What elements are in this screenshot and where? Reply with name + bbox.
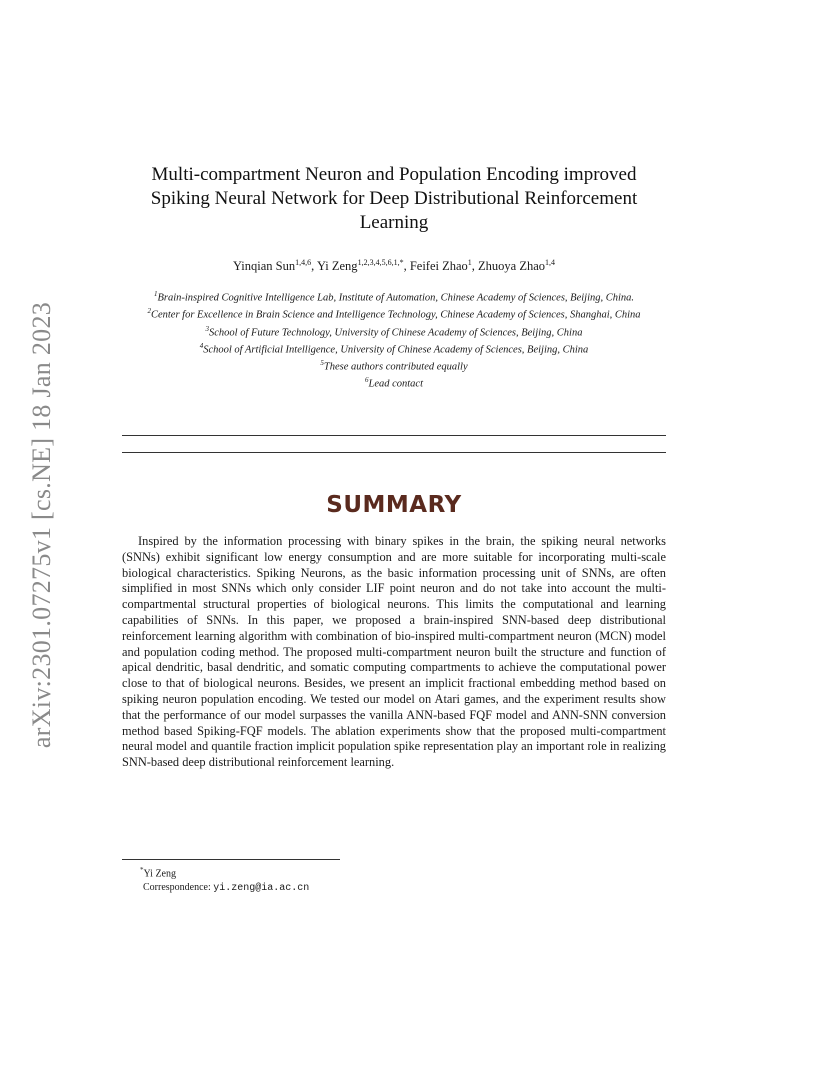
horizontal-rule-top bbox=[122, 435, 666, 436]
affiliation bbox=[120, 288, 668, 305]
affiliation bbox=[120, 374, 668, 391]
affiliation-text: School of Artificial Intelligence, University of Chinese Academy of Sciences, Beijing, China bbox=[203, 344, 589, 356]
footnote-correspondence-line bbox=[143, 881, 309, 896]
author-name: Yi Zeng bbox=[316, 259, 358, 274]
affiliation-list bbox=[120, 288, 668, 392]
author-name: Feifei Zhao bbox=[409, 259, 468, 274]
affiliation-marker: 6 bbox=[364, 376, 369, 385]
affiliation-text: These authors contributed equally bbox=[323, 361, 468, 373]
title-line: Learning bbox=[359, 212, 429, 233]
arxiv-identifier-text: arXiv:2301.07275v1 [cs.NE] 18 Jan 2023 bbox=[27, 301, 56, 749]
affiliation bbox=[120, 305, 668, 322]
footnote-marker: * bbox=[140, 866, 144, 874]
author-separator: , bbox=[403, 259, 410, 274]
arxiv-identifier-stamp bbox=[22, 290, 62, 760]
horizontal-rule-bottom bbox=[122, 452, 666, 453]
affiliation-marker: 4 bbox=[199, 341, 204, 350]
summary-heading: SUMMARY bbox=[326, 492, 462, 518]
author-name: Zhuoya Zhao bbox=[478, 259, 546, 274]
affiliation-marker: 5 bbox=[320, 359, 324, 368]
affiliation-text: Center for Excellence in Brain Science and Intelligence Technology, Chinese Academy of Sciences, Shanghai, China bbox=[150, 309, 641, 321]
title-line: Spiking Neural Network for Deep Distributional Reinforcement bbox=[150, 188, 638, 209]
footnote-author-name: Yi Zeng bbox=[143, 868, 176, 880]
author-separator: , bbox=[471, 259, 479, 274]
author bbox=[233, 259, 317, 273]
affiliation-marker: 2 bbox=[147, 307, 151, 316]
author bbox=[478, 259, 555, 273]
footnote-rule bbox=[122, 859, 340, 860]
affiliation bbox=[120, 323, 668, 340]
author-name: Yinqian Sun bbox=[232, 259, 296, 274]
author bbox=[317, 259, 410, 273]
footnote-author-line bbox=[140, 863, 309, 881]
summary-body bbox=[122, 534, 666, 771]
paper-title bbox=[120, 163, 668, 235]
affiliation-text: Lead contact bbox=[368, 378, 424, 390]
affiliation-marker: 1 bbox=[153, 290, 158, 298]
affiliation-text: Brain-inspired Cognitive Intelligence Lab, Institute of Automation, Chinese Academy of Sciences, Beijing, China. bbox=[157, 292, 635, 304]
author-affiliation-marks: 1,4 bbox=[545, 258, 556, 267]
affiliation-marker: 3 bbox=[205, 324, 210, 333]
author-affiliation-marks: 1 bbox=[467, 258, 472, 267]
author-affiliation-marks: 1,4,6 bbox=[295, 258, 312, 267]
author-list bbox=[120, 258, 668, 274]
affiliation bbox=[120, 357, 668, 374]
author bbox=[410, 259, 478, 273]
affiliation-text: School of Future Technology, University of Chinese Academy of Sciences, Beijing, China bbox=[209, 327, 583, 339]
footnote bbox=[140, 863, 309, 896]
summary-paragraph: Inspired by the information processing with binary spikes in the brain, the spiking neural networks (SNNs) exhibit significant low energy consumption and are more suitable for incorporating multi-scale biological characteristics. Spiking Neurons, as the basic information processing unit of SNNs, are often simplified in most SNNs which only consider LIF point neuron and do not take into account the multi-compartmental structural properties of biological neurons. This limits the computational and learning capabilities of SNNs. In this paper, we proposed a brain-inspired SNN-based deep distributional reinforcement learning algorithm with combination of bio-inspired multi-compartment neuron (MCN) model and population coding method. The proposed multi-compartment neuron built the structure and function of apical dendritic, basal dendritic, and somatic computing compartments to achieve the computational power close to that of biological neurons. Besides, we present an implicit fractional embedding method based on spiking neuron population encoding. We tested our model on Atari games, and the experiment results show that the performance of our model surpasses the vanilla ANN-based FQF model and ANN-SNN conversion method based Spiking-FQF models. The ablation experiments show that the proposed multi-compartment neural model and quantile fraction implicit population spike representation play an important role in realizing SNN-based deep distributional reinforcement learning. bbox=[122, 534, 666, 770]
title-line: Multi-compartment Neuron and Population Encoding improved bbox=[151, 164, 637, 185]
correspondence-label: Correspondence: bbox=[143, 882, 214, 894]
author-separator: , bbox=[311, 259, 317, 274]
correspondence-email[interactable]: yi.zeng@ia.ac.cn bbox=[213, 883, 310, 895]
affiliation bbox=[120, 340, 668, 357]
author-affiliation-marks: 1,2,3,4,5,6,1,* bbox=[357, 258, 404, 267]
